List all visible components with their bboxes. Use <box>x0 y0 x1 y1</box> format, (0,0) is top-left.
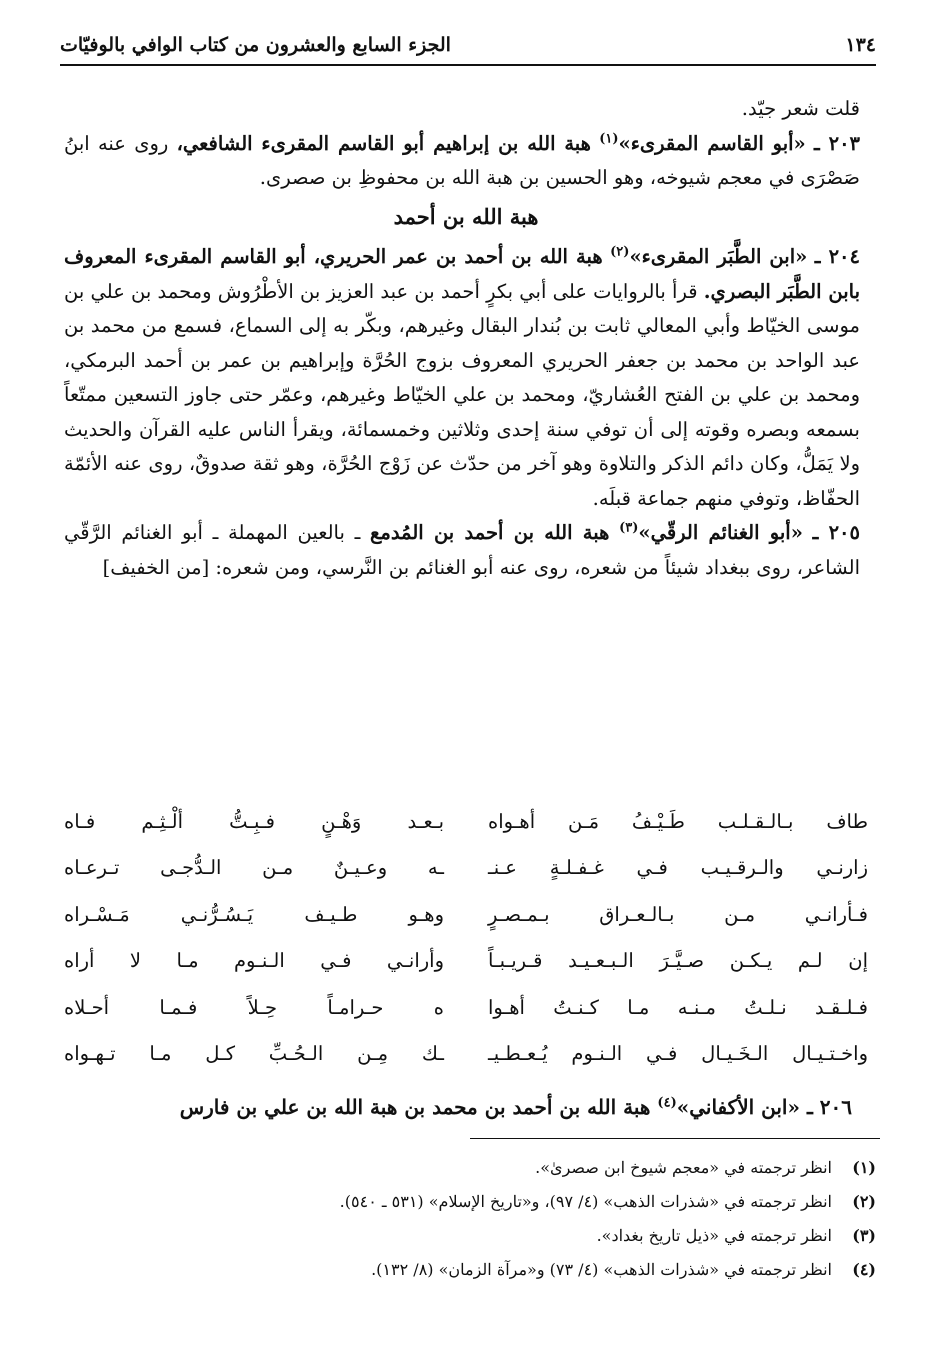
poem <box>64 798 868 1077</box>
footnote <box>60 1252 876 1286</box>
entry-fullname: هبة الله بن أحمد بن عمر الحريري، أبو القاسم المقرىء المعروف بابن الطَّبَر البصري. <box>64 245 860 303</box>
header-rule <box>60 64 876 66</box>
verse-second-half: وهـو طـيـف يَـسُـرُّنـي مَـسْـراه <box>64 902 444 926</box>
entry-204 <box>64 240 868 516</box>
footnote-ref: (٣) <box>619 520 639 536</box>
footnote-text: انظر ترجمته في «شذرات الذهب» (٤/ ٧٣) و«مرآة الزمان» (٨/ ١٣٢). <box>371 1259 832 1279</box>
entry-205 <box>64 516 868 585</box>
footnote-ref: (١) <box>599 131 619 146</box>
footnote-number: (١) <box>852 1157 876 1177</box>
footnote <box>60 1150 876 1184</box>
poem-verse <box>64 891 868 938</box>
poem-verse <box>64 1031 868 1078</box>
entry-title: «ابن الأكفاني» <box>676 1095 800 1119</box>
entry-fullname: هبة الله بن أحمد بن محمد بن هبة الله بن علي بن فارس <box>179 1095 651 1119</box>
footnote-number: (٣) <box>852 1225 876 1245</box>
section-heading: هبة الله بن أحمد <box>393 203 539 229</box>
entry-title: «أبو القاسم المقرىء» <box>618 131 806 155</box>
footnote <box>60 1218 876 1252</box>
entry-text: ـ بالعين المهملة ـ أبو الغنائم الرَّقّي الشاعر، روى ببغداد شيئاً من شعره، روى عنه أبو الغنائم بن النَّرسي، ومن شعره: [من الخفيف] <box>64 521 860 579</box>
footnote-text: انظر ترجمته في «معجم شيوخ ابن صصرىٰ». <box>535 1157 832 1177</box>
verse-second-half: ـه وعـيـنٌ مـن الـدُّجـى تـرعـاه <box>64 856 444 880</box>
entry-title: «ابن الطَّبَر المقرىء» <box>629 245 808 268</box>
footnote-text: انظر ترجمته في «ذيل تاريخ بغداد». <box>596 1225 832 1245</box>
footnote-number: (٤) <box>852 1259 876 1279</box>
verse-first-half: فـأرانـي مـن بـالـعـراق بـمـصـرٍ <box>488 902 868 926</box>
intro-line: قلت شعر جيّد. <box>741 97 860 120</box>
entry-number: ٢٠٥ ـ <box>812 521 860 544</box>
main-text <box>64 92 868 585</box>
running-title: الجزء السابع والعشرون من كتاب الوافي بالوفيّات <box>60 34 451 56</box>
verse-first-half: طاف بـالـقـلـب طَـيْـفُ مَـن أهـواه <box>488 809 868 833</box>
verse-first-half: إن لـم يـكـن صـيَّـرَ الـبـعـيـد قـريـبـاً <box>488 949 868 973</box>
footnote-rule <box>470 1138 880 1139</box>
footnote <box>60 1184 876 1218</box>
poem-verse <box>64 798 868 845</box>
entry-203 <box>64 127 868 196</box>
poem-verse <box>64 845 868 892</box>
poem-verse <box>64 938 868 985</box>
entry-title: «أبو الغنائم الرقّي» <box>638 521 803 544</box>
entry-fullname: هبة الله بن إبراهيم أبو القاسم المقرىء الشافعي، <box>176 131 591 155</box>
entry-206 <box>64 1090 852 1124</box>
page-number: ١٣٤ <box>845 34 876 56</box>
footnote-number: (٢) <box>852 1191 876 1211</box>
entry-number: ٢٠٦ ـ <box>806 1095 852 1119</box>
verse-second-half: وأرانـي فـي الـنـوم مـا لا أراه <box>64 949 444 973</box>
entry-number: ٢٠٣ ـ <box>814 131 861 155</box>
verse-first-half: زارنـي والـرقـيـب فـي غـفـلـةٍ عـنـ <box>488 856 868 880</box>
verse-second-half: ـك مِـن الـحُـبِّ كـل مـا تـهـواه <box>64 1042 444 1066</box>
entry-number: ٢٠٤ ـ <box>814 245 860 268</box>
running-head <box>60 28 876 62</box>
verse-second-half: ه حـرامـاً حِـلاً فـمـا أحـلاه <box>64 995 444 1019</box>
poem-verse <box>64 984 868 1031</box>
entry-fullname: هبة الله بن أحمد بن المُدمع <box>370 521 610 544</box>
verse-first-half: واخـتـيـال الـخَـيـال فـي الـنـوم يُـعـطـيـ <box>488 1042 868 1066</box>
footnote-ref: (٤) <box>657 1095 677 1111</box>
entry-text: روى عنه ابنُ صَصْرَى في معجم شيوخه، وهو الحسين بن هبة الله بن محفوظِ بن صصرى. <box>64 131 860 189</box>
verse-first-half: فـلـقـد نـلـتُ مـنـه مـا كـنـتُ أهـوا <box>488 995 868 1019</box>
entry-text: قرأ بالروايات على أبي بكرٍ أحمد بن عبد العزيز بن الأطْرُوش ومحمد بن علي بن موسى الخيّاط وأبي المعالي ثابت بن بُندار البقال وغيرهم، وبكّر به إلى السماع، فسمع من محمد بن عبد الواحد بن محمد بن جعفر الحريري المعروف بزوج الحُرَّة وإبراهيم بن عمر بن أحمد البرمكي، ومحمد بن علي بن الفتح العُشاريّ، ومحمد بن علي الخيّاط وغيرهم، وعمّر حتى جاوز التسعين ممتّعاً بسمعه وبصره وقوته إلى أن توفي سنة إحدى وثلاثين وخمسمائة، ويقرأ الناس عليه القرآن والحديث ولا يَمَلُّ، وكان دائم الذكر والتلاوة وهو آخر من حدّث عن زَوْج الحُرَّة، وهو ثقة صدوقٌ، روى عنه الأئمّة الحفّاظ، وتوفي منهم جماعة قبلَه. <box>64 279 860 510</box>
footnote-ref: (٢) <box>610 244 630 260</box>
footnotes <box>60 1150 876 1286</box>
footnote-text: انظر ترجمته في «شذرات الذهب» (٤/ ٩٧)، و«تاريخ الإسلام» (٥٣١ ـ ٥٤٠). <box>339 1191 832 1211</box>
verse-second-half: بـعـد وَهْـنٍ فـبِـتُّ ألْـثِـم فـاه <box>64 809 444 833</box>
